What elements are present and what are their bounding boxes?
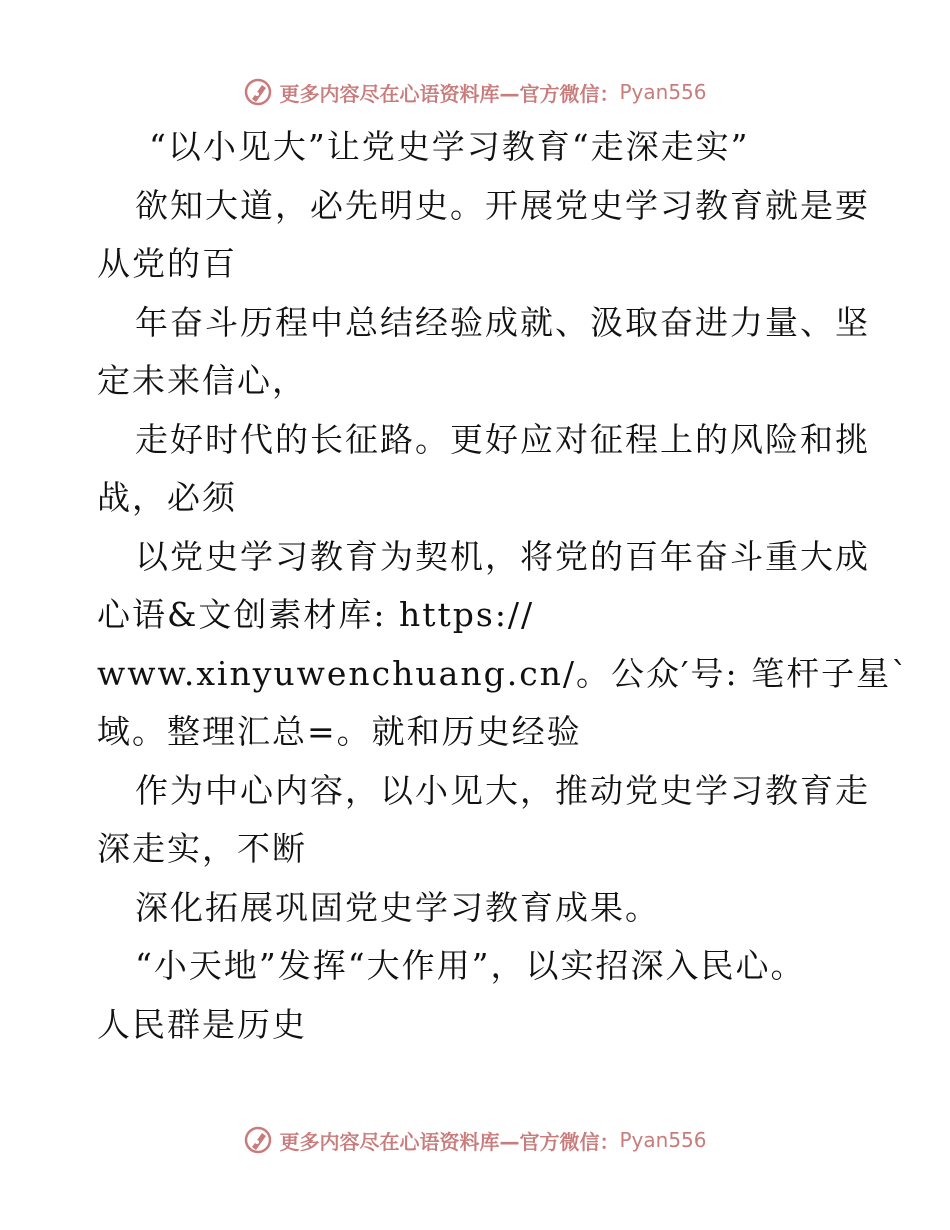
- footer-watermark: [0, 1120, 950, 1160]
- paragraph-line: 战，必须: [97, 478, 237, 517]
- paragraph-line: 以党史学习教育为契机，将党的百年奋斗重大成: [135, 536, 870, 576]
- paragraph-line: www.xinyuwenchuang.cn/。公众′号: 笔杆子星`: [97, 653, 910, 693]
- watermark-contact: Pyan556: [619, 1128, 707, 1152]
- document-title: “以小见大”让党史学习教育“走深走实”: [149, 127, 750, 166]
- paragraph-line: 域。整理汇总=。就和历史经验: [97, 712, 582, 751]
- paragraph-line: 作为中心内容，以小见大，推动党史学习教育走: [135, 770, 870, 810]
- paragraph-line: 从党的百: [97, 244, 237, 283]
- paragraph-line: 年奋斗历程中总结经验成就、汲取奋进力量、坚: [135, 302, 870, 342]
- paragraph-line: 定未来信心，: [97, 361, 307, 400]
- paragraph-line: 深化拓展巩固党史学习教育成果。: [135, 887, 660, 927]
- watermark-text: 更多内容尽在心语资料库—官方微信：: [279, 81, 620, 106]
- watermark-contact: Pyan556: [619, 80, 707, 104]
- document-body: [97, 118, 910, 1054]
- pen-nib-seal-icon: [243, 1125, 273, 1155]
- paragraph-line: “小天地”发挥“大作用”，以实招深入民心。: [135, 946, 806, 985]
- watermark-text: 更多内容尽在心语资料库—官方微信：: [279, 1129, 620, 1154]
- paragraph-line: 走好时代的长征路。更好应对征程上的风险和挑: [135, 419, 870, 459]
- header-watermark: [0, 72, 950, 112]
- paragraph-line: 人民群是历史: [97, 1004, 307, 1044]
- paragraph-line: 欲知大道，必先明史。开展党史学习教育就是要: [135, 185, 870, 225]
- paragraph-line: 深走实，不断: [97, 829, 307, 868]
- pen-nib-seal-icon: [243, 77, 273, 107]
- paragraph-line: 心语&文创素材库: https://: [97, 595, 535, 634]
